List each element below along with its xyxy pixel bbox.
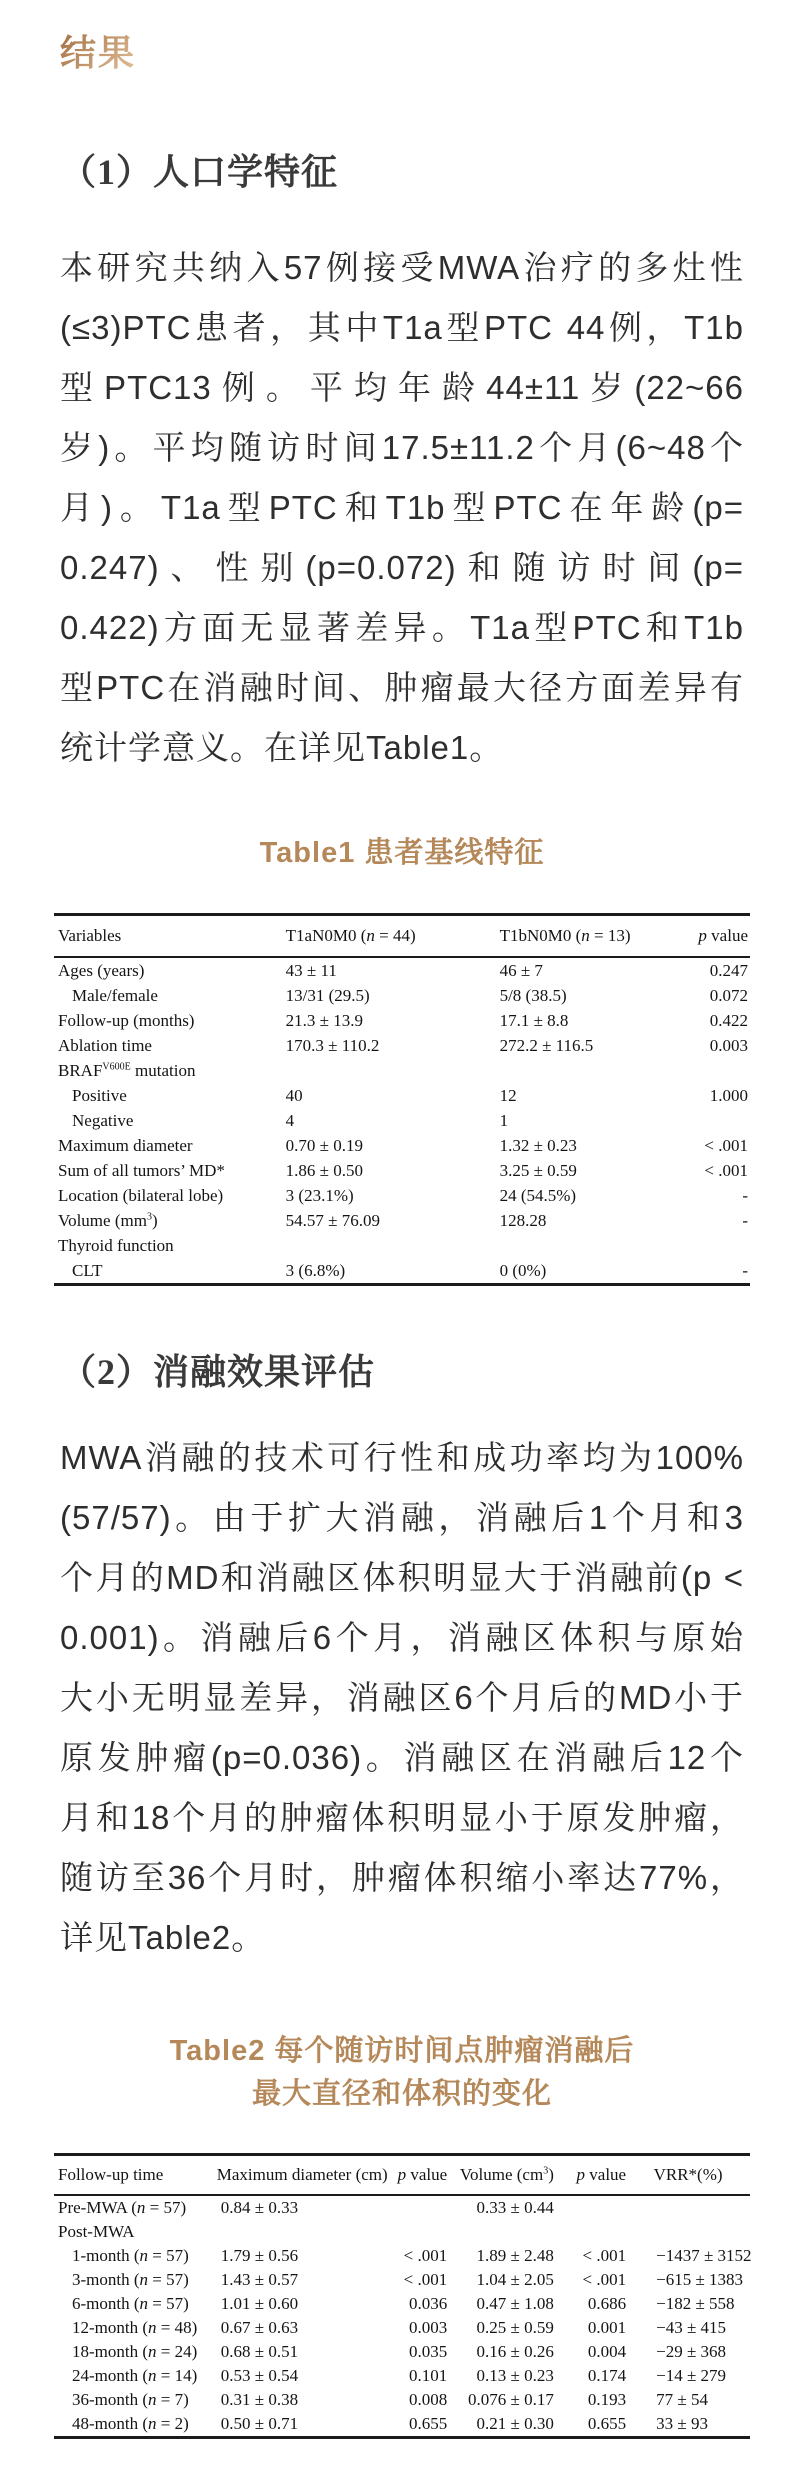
- text-line: MWA消融的技术可行性和成功率均为100%: [60, 1439, 744, 1476]
- row-label: Ages (years): [58, 960, 145, 980]
- column-header: Variables: [54, 915, 286, 958]
- table-cell: 46 ± 7: [499, 960, 543, 980]
- table-cell: 0.33 ± 0.44: [476, 2198, 554, 2217]
- table-row: [54, 2292, 750, 2316]
- row-label: Ablation time: [58, 1035, 152, 1055]
- table-cell: 54.57 ± 76.09: [285, 1210, 381, 1230]
- table-cell: 1.43 ± 0.57: [220, 2270, 299, 2289]
- row-label: Volume $(mm^3)$: [58, 1210, 158, 1230]
- table-cell: 40: [285, 1085, 303, 1105]
- text-line: 原发肿瘤(p=0.036)。消融区在消融后12个: [60, 1739, 744, 1776]
- table-row: [54, 1208, 750, 1233]
- table-cell: < .001: [704, 1135, 748, 1155]
- table-row: [54, 1083, 750, 1108]
- table-cell: [658, 1058, 750, 1083]
- row-label: 36-month (n = 7): [72, 2390, 189, 2409]
- table-cell: -: [742, 1185, 748, 1205]
- table-row: [54, 1183, 750, 1208]
- row-label: Male/female: [72, 985, 158, 1005]
- table-cell: 1.86 ± 0.50: [285, 1160, 364, 1180]
- table-header-row: [54, 2155, 750, 2196]
- table-row: [54, 983, 750, 1008]
- table-row: [54, 2340, 750, 2364]
- column-header: T1bN0M0 (n = 13): [500, 915, 659, 958]
- row-label: Location (bilateral lobe): [58, 1185, 224, 1205]
- table2-caption-line2: 最大直径和体积的变化: [251, 2078, 552, 2110]
- table-cell: 21.3 ± 13.9: [285, 1010, 364, 1030]
- table-cell: 77 ± 54: [656, 2390, 708, 2409]
- column-header: VRR*(%): [626, 2155, 750, 2196]
- paragraph-demographics: [60, 238, 744, 778]
- table-cell: −14 ± 279: [656, 2366, 727, 2385]
- table-row: [54, 1008, 750, 1033]
- table-row: [54, 1233, 750, 1258]
- text-line: 岁)。平均随访时间17.5±11.2个月(6~48个: [60, 429, 744, 466]
- table-row: [54, 2195, 750, 2220]
- table-cell: 0.47 ± 1.08: [476, 2294, 554, 2313]
- row-label: Thyroid function: [58, 1235, 174, 1255]
- table-cell: [554, 2195, 626, 2220]
- table-cell: [658, 1108, 750, 1133]
- row-label: 12-month (n = 48): [72, 2318, 198, 2337]
- table-cell: 0.008: [408, 2390, 448, 2409]
- table-cell: [213, 2220, 386, 2244]
- table-cell: < .001: [582, 2246, 627, 2265]
- followup-change-table: [54, 2153, 750, 2439]
- text-line: 大小无明显差异，消融区6个月后的MD小于: [60, 1679, 744, 1716]
- table-cell: [385, 2195, 447, 2220]
- table2-caption: [60, 2030, 744, 2116]
- table-row: [54, 2364, 750, 2388]
- row-label: Maximum diameter: [58, 1135, 193, 1155]
- column-header: p value: [554, 2155, 626, 2196]
- table-row: [54, 1258, 750, 1285]
- paragraph-ablation-efficacy: [60, 1428, 744, 1968]
- text-line: 统计学意义。在详见Table1。: [60, 729, 504, 766]
- table-row: [54, 1133, 750, 1158]
- table-cell: 0.31 ± 0.38: [220, 2390, 299, 2409]
- table-cell: −29 ± 368: [656, 2342, 727, 2361]
- table-cell: 1.79 ± 0.56: [220, 2246, 299, 2265]
- table-cell: 24 (54.5%): [499, 1185, 577, 1205]
- table-cell: 0.004: [587, 2342, 627, 2361]
- table-cell: 1.000: [709, 1085, 748, 1105]
- row-label: 18-month (n = 24): [72, 2342, 198, 2361]
- table-cell: -: [742, 1210, 748, 1230]
- table-cell: 0.422: [709, 1010, 748, 1030]
- section-1-heading: （1）人口学特征: [60, 152, 339, 192]
- table-row: [54, 1058, 750, 1083]
- table-cell: 4: [285, 1110, 295, 1130]
- table-cell: 0.001: [587, 2318, 627, 2337]
- table-cell: 0.036: [408, 2294, 448, 2313]
- table-cell: −615 ± 1383: [656, 2270, 744, 2289]
- text-line: 0.247)、性别(p=0.072)和随访时间(p=: [60, 549, 744, 586]
- table-cell: [554, 2220, 626, 2244]
- text-line: 月和18个月的肿瘤体积明显小于原发肿瘤，: [60, 1799, 744, 1836]
- table-cell: 0.686: [587, 2294, 627, 2313]
- table-row: [54, 1108, 750, 1133]
- table-cell: 0.003: [709, 1035, 748, 1055]
- table-cell: 0.174: [587, 2366, 627, 2385]
- table-cell: -: [742, 1260, 748, 1280]
- table-cell: 0.193: [587, 2390, 627, 2409]
- table-cell: 0.70 ± 0.19: [285, 1135, 364, 1155]
- table-row: [54, 957, 750, 983]
- table-cell: 0 (0%): [499, 1260, 547, 1280]
- table-cell: 0.68 ± 0.51: [220, 2342, 299, 2361]
- table-cell: 43 ± 11: [285, 960, 337, 980]
- table-row: [54, 2220, 750, 2244]
- table-cell: 0.25 ± 0.59: [476, 2318, 554, 2337]
- table-row: [54, 1158, 750, 1183]
- text-line: 随访至36个月时，肿瘤体积缩小率达77%，: [60, 1859, 744, 1896]
- table-cell: 0.16 ± 0.26: [476, 2342, 554, 2361]
- table-cell: 0.13 ± 0.23: [476, 2366, 554, 2385]
- text-line: 月)。T1a型PTC和T1b型PTC在年龄(p=: [60, 489, 744, 526]
- table-cell: 1: [499, 1110, 509, 1130]
- table-cell: 17.1 ± 8.8: [499, 1010, 569, 1030]
- column-header: p value: [385, 2155, 447, 2196]
- row-label: Post-MWA: [58, 2222, 135, 2241]
- column-header: Follow-up time: [54, 2155, 213, 2196]
- row-label: 3-month (n = 57): [72, 2270, 189, 2289]
- table-cell: 0.50 ± 0.71: [220, 2414, 299, 2433]
- row-label: CLT: [72, 1260, 103, 1280]
- table-cell: 1.04 ± 2.05: [476, 2270, 554, 2289]
- text-line: 本研究共纳入57例接受MWA治疗的多灶性: [60, 249, 744, 286]
- table-cell: [658, 1233, 750, 1258]
- table-cell: 0.655: [587, 2414, 627, 2433]
- table-cell: 12: [499, 1085, 517, 1105]
- table-cell: 1.32 ± 0.23: [499, 1135, 577, 1155]
- table-cell: [286, 1058, 500, 1083]
- row-label: Positive: [72, 1085, 127, 1105]
- row-label: 48-month (n = 2): [72, 2414, 189, 2433]
- row-label: Pre-MWA (n = 57): [58, 2198, 187, 2217]
- table-cell: 0.072: [709, 985, 748, 1005]
- table-cell: 0.21 ± 0.30: [476, 2414, 554, 2433]
- table-cell: 272.2 ± 116.5: [499, 1035, 594, 1055]
- text-line: 0.001)。消融后6个月，消融区体积与原始: [60, 1619, 744, 1656]
- table-cell: −182 ± 558: [656, 2294, 735, 2313]
- results-heading: 结果: [60, 30, 136, 76]
- table-cell: 170.3 ± 110.2: [285, 1035, 380, 1055]
- table-header-row: [54, 915, 750, 958]
- row-label: 6-month (n = 57): [72, 2294, 189, 2313]
- table-cell: −1437 ± 3152: [656, 2246, 752, 2265]
- table-cell: [500, 1058, 659, 1083]
- table-row: [54, 2412, 750, 2438]
- table-cell: −43 ± 415: [656, 2318, 727, 2337]
- table-cell: 0.655: [408, 2414, 448, 2433]
- table-cell: 0.53 ± 0.54: [220, 2366, 299, 2385]
- table1-caption: Table1 患者基线特征: [259, 837, 545, 869]
- text-line: 型PTC13例。平均年龄44±11岁(22~66: [60, 369, 744, 406]
- column-header: p value: [658, 915, 750, 958]
- text-line: (≤3)PTC患者，其中T1a型PTC 44例，T1b: [60, 309, 744, 346]
- row-label: $BRAF^{V600E}$ mutation: [58, 1060, 196, 1080]
- text-line: 个月的MD和消融区体积明显大于消融前(p <: [60, 1559, 744, 1596]
- table-cell: < .001: [582, 2270, 627, 2289]
- table-cell: [385, 2220, 447, 2244]
- row-label: 24-month (n = 14): [72, 2366, 198, 2385]
- section-2-heading: （2）消融效果评估: [60, 1352, 376, 1392]
- table-cell: 1.89 ± 2.48: [476, 2246, 554, 2265]
- text-line: 型PTC在消融时间、肿瘤最大径方面差异有: [60, 669, 744, 706]
- table-cell: 0.035: [408, 2342, 448, 2361]
- table-cell: [500, 1233, 659, 1258]
- table-cell: 33 ± 93: [656, 2414, 708, 2433]
- text-line: 详见Table2。: [60, 1919, 266, 1956]
- row-label: Negative: [72, 1110, 134, 1130]
- table-cell: 0.67 ± 0.63: [220, 2318, 299, 2337]
- table-cell: 3 (23.1%): [285, 1185, 354, 1205]
- column-header: Maximum diameter (cm): [213, 2155, 386, 2196]
- row-label: 1-month (n = 57): [72, 2246, 189, 2265]
- row-label: Sum of all tumors’ MD*: [58, 1160, 225, 1180]
- table-cell: < .001: [704, 1160, 748, 1180]
- text-line: (57/57)。由于扩大消融，消融后1个月和3: [60, 1499, 744, 1536]
- table-row: [54, 2388, 750, 2412]
- text-line: 0.422)方面无显著差异。T1a型PTC和T1b: [60, 609, 744, 646]
- table-row: [54, 1033, 750, 1058]
- table-cell: 3 (6.8%): [285, 1260, 346, 1280]
- table-row: [54, 2244, 750, 2268]
- table2-caption-line1: Table2 每个随访时间点肿瘤消融后: [169, 2035, 635, 2067]
- table-cell: 1.01 ± 0.60: [220, 2294, 299, 2313]
- table-cell: [447, 2220, 554, 2244]
- column-header: T1aN0M0 (n = 44): [286, 915, 500, 958]
- table-cell: 13/31 (29.5): [285, 985, 370, 1005]
- table-row: [54, 2268, 750, 2292]
- table-cell: 128.28: [499, 1210, 547, 1230]
- table-cell: [626, 2220, 750, 2244]
- table-cell: 3.25 ± 0.59: [499, 1160, 577, 1180]
- table-cell: < .001: [403, 2270, 448, 2289]
- row-label: Follow-up (months): [58, 1010, 195, 1030]
- table-cell: 5/8 (38.5): [499, 985, 567, 1005]
- table-cell: 0.076 ± 0.17: [468, 2390, 554, 2409]
- table-cell: [626, 2195, 750, 2220]
- table-cell: 0.247: [709, 960, 748, 980]
- table-cell: 0.101: [408, 2366, 448, 2385]
- table-cell: 0.84 ± 0.33: [220, 2198, 299, 2217]
- table-cell: < .001: [403, 2246, 448, 2265]
- column-header: Volume $(cm^3)$: [447, 2155, 554, 2196]
- baseline-characteristics-table: [54, 913, 750, 1286]
- table-cell: 0.003: [408, 2318, 448, 2337]
- table-row: [54, 2316, 750, 2340]
- table-cell: [286, 1233, 500, 1258]
